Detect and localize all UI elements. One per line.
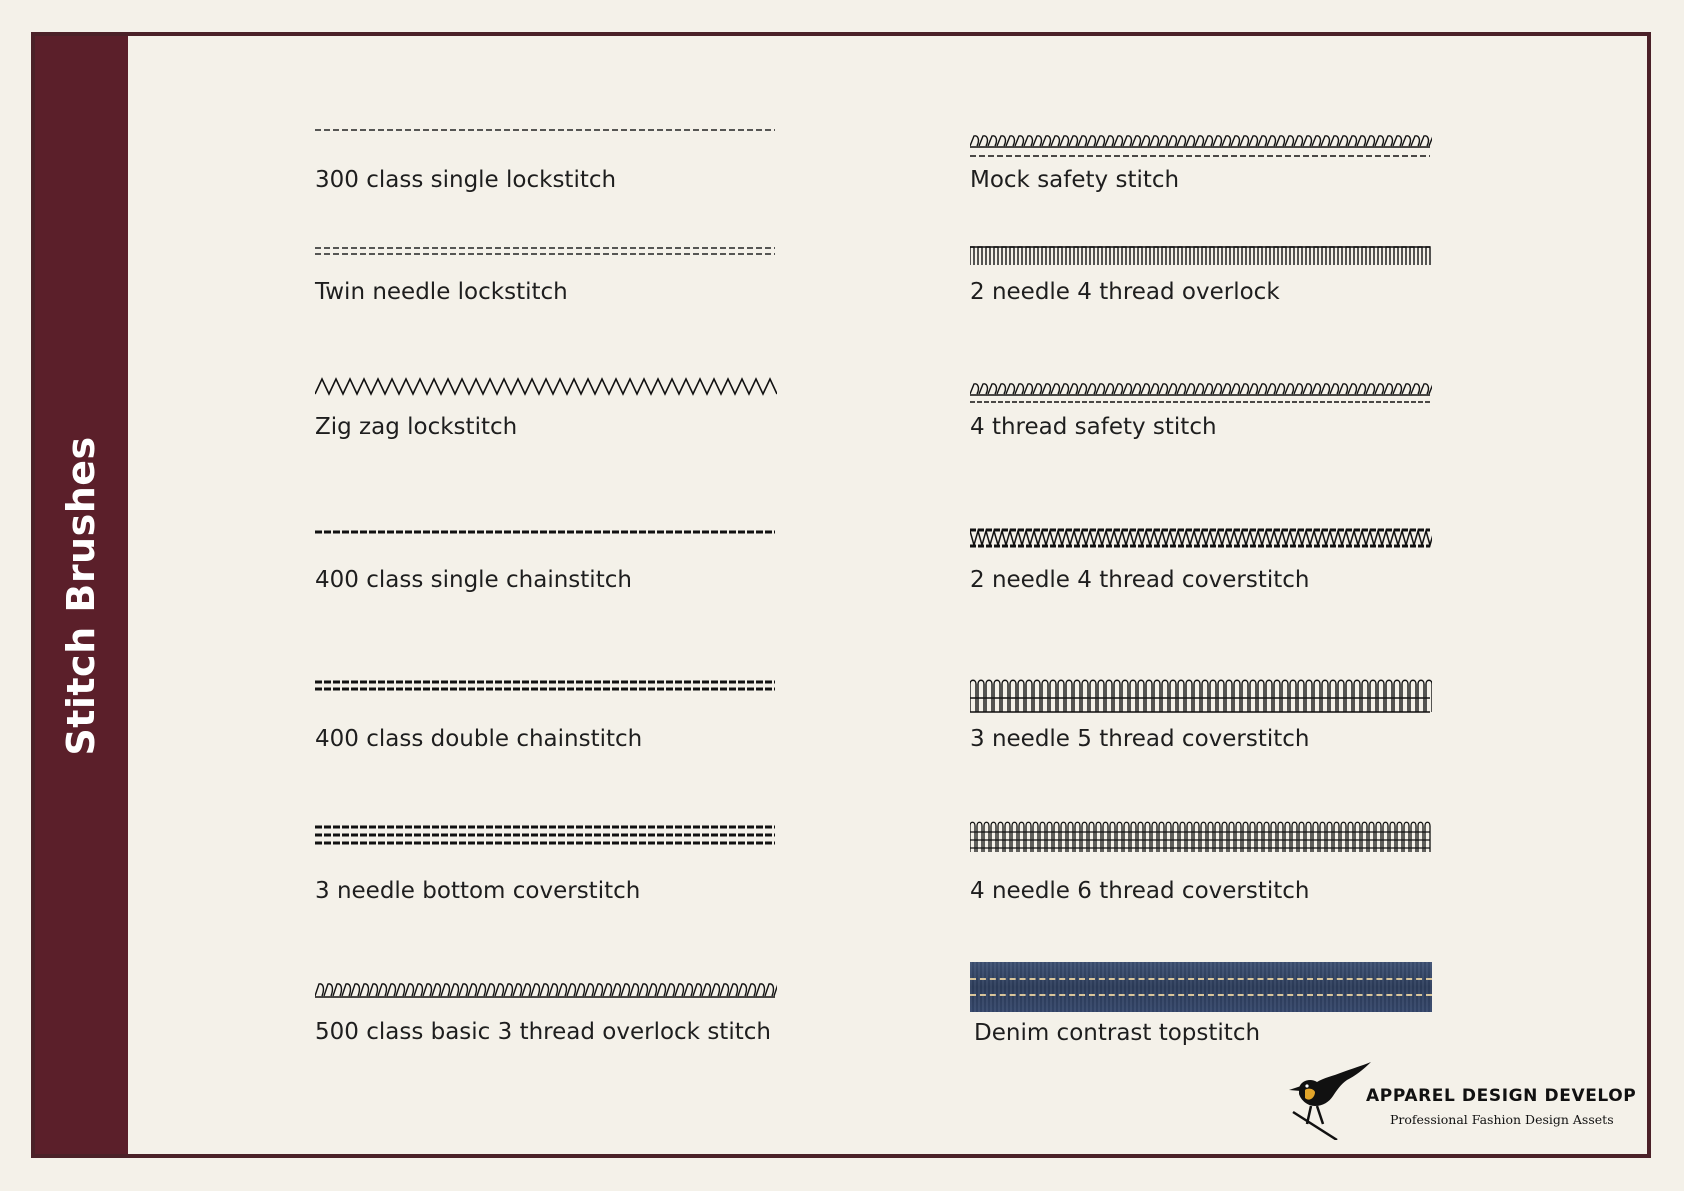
stitch-sample: [315, 245, 777, 259]
stitch-sample: [970, 678, 1432, 716]
brush-label: Denim contrast topstitch: [974, 1020, 1261, 1046]
brand-tagline: Professional Fashion Design Assets: [1390, 1112, 1614, 1127]
stitch-sample: [315, 678, 777, 694]
brush-label: Zig zag lockstitch: [315, 414, 518, 440]
stitch-sample: [970, 245, 1432, 267]
stitch-sample: [315, 823, 777, 847]
brand-logo: [1285, 1060, 1645, 1140]
stitch-sample: [970, 134, 1432, 160]
brush-label: 3 needle bottom coverstitch: [315, 878, 641, 904]
stitch-sample: [970, 820, 1432, 856]
stitch-sample: [315, 527, 777, 537]
brush-label: 500 class basic 3 thread overlock stitch: [315, 1019, 771, 1045]
stitch-sample: [970, 382, 1432, 406]
stitch-sample: [315, 982, 777, 1000]
brush-label: Mock safety stitch: [970, 167, 1180, 193]
brand-name: APPAREL DESIGN DEVELOP: [1366, 1086, 1637, 1106]
brush-label: 4 thread safety stitch: [970, 414, 1217, 440]
brush-label: 3 needle 5 thread coverstitch: [970, 726, 1310, 752]
brush-label: Twin needle lockstitch: [315, 279, 568, 305]
side-band: [35, 36, 128, 1154]
brush-label: 400 class double chainstitch: [315, 726, 643, 752]
brush-label: 2 needle 4 thread coverstitch: [970, 567, 1310, 593]
stitch-sample: [315, 125, 777, 135]
stitch-sample: [315, 376, 777, 396]
brush-label: 400 class single chainstitch: [315, 567, 632, 593]
stitch-sample: [970, 527, 1432, 549]
brush-label: 2 needle 4 thread overlock: [970, 279, 1280, 305]
brush-label: 4 needle 6 thread coverstitch: [970, 878, 1310, 904]
denim-swatch: [970, 962, 1432, 1012]
magpie-bird-icon: [1285, 1060, 1375, 1140]
sheet-title: Stitch Brushes: [59, 436, 103, 756]
brush-label: 300 class single lockstitch: [315, 167, 617, 193]
